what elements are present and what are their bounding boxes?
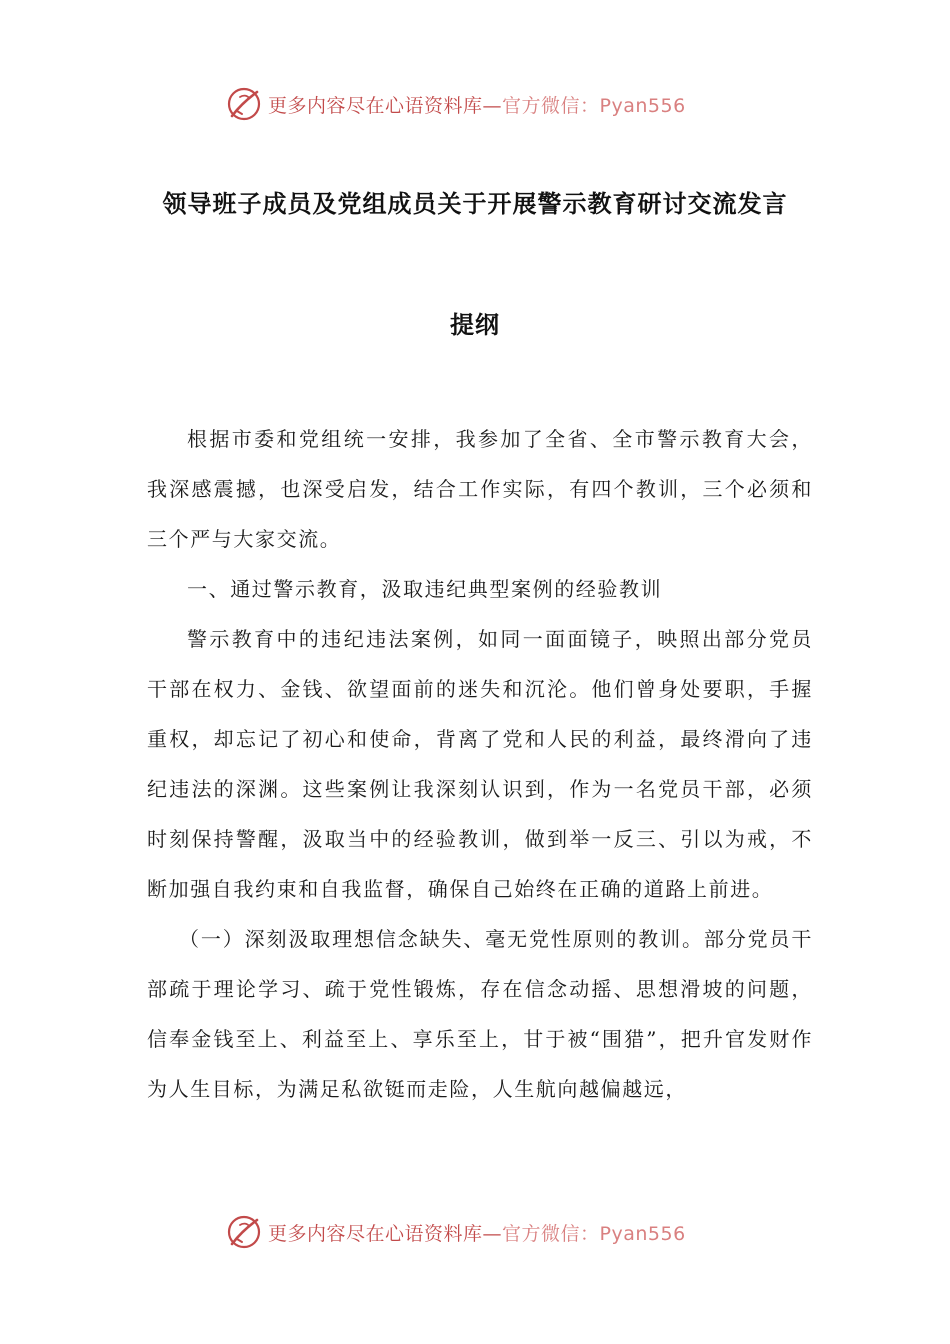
pen-logo-icon — [226, 1214, 262, 1250]
pen-logo-icon — [226, 86, 262, 122]
paragraph-intro: 根据市委和党组统一安排，我参加了全省、全市警示教育大会，我深感震撼，也深受启发，结合工作实际，有四个教训，三个必须和三个严与大家交流。 — [147, 427, 813, 551]
watermark-text: 更多内容尽在心语资料库—官方微信：Pyan556 — [268, 1223, 686, 1245]
document-title-line2: 提纲 — [450, 311, 500, 339]
document-title-line1: 领导班子成员及党组成员关于开展警示教育研讨交流发言 — [162, 190, 788, 218]
paragraph-section-1: 警示教育中的违纪违法案例，如同一面面镜子，映照出部分党员干部在权力、金钱、欲望面前的迷失和沉沦。他们曾身处要职，手握重权，却忘记了初心和使命，背离了党和人民的利益，最终滑向了违纪违法的深渊。这些案例让我深刻认识到，作为一名党员干部，必须时刻保持警醒，汲取当中的经验教训，做到举一反三、引以为戒，不断加强自我约束和自我监督，确保自己始终在正确的道路上前进。 — [147, 627, 813, 901]
watermark-banner-bottom — [0, 1212, 950, 1252]
document-body — [147, 414, 813, 1114]
paragraph-subsection-1: （一）深刻汲取理想信念缺失、毫无党性原则的教训。部分党员干部疏于理论学习、疏于党性锻炼，存在信念动摇、思想滑坡的问题，信奉金钱至上、利益至上、享乐至上，甘于被“围猎”，把升官发财作为人生目标，为满足私欲铤而走险，人生航向越偏越远， — [147, 927, 813, 1101]
watermark-text: 更多内容尽在心语资料库—官方微信：Pyan556 — [268, 95, 686, 117]
watermark-banner-top — [0, 84, 950, 124]
section-heading-1: 一、通过警示教育，汲取违纪典型案例的经验教训 — [187, 577, 663, 601]
